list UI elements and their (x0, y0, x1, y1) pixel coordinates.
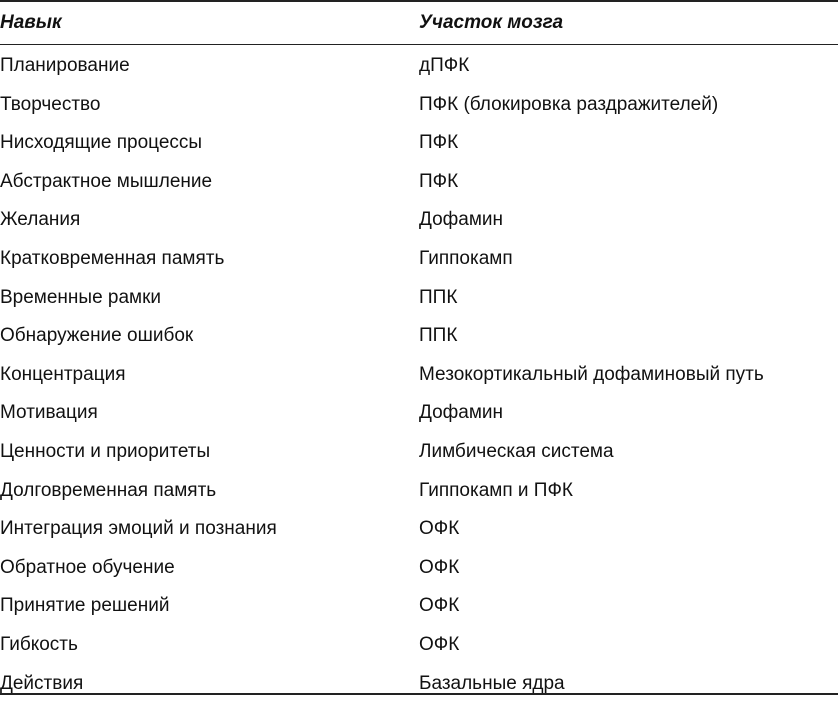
cell-skill: Мотивация (0, 402, 98, 424)
cell-region: ППК (419, 286, 458, 308)
cell-region: Базальные ядра (419, 672, 565, 694)
cell-region: ОФК (419, 518, 460, 540)
table-row (0, 167, 838, 206)
cell-region: ПФК (блокировка раздражителей) (419, 93, 719, 115)
cell-skill: Желания (0, 209, 81, 231)
cell-skill: Абстрактное мышление (0, 170, 213, 192)
table-row (0, 398, 838, 437)
cell-region: ПФК (419, 132, 459, 154)
cell-skill: Гибкость (0, 633, 78, 655)
cell-skill: Долговременная память (0, 479, 217, 501)
table-row (0, 630, 838, 669)
header-region: Участок мозга (419, 12, 564, 33)
cell-skill: Ценности и приоритеты (0, 440, 211, 462)
table-top-rule (0, 0, 838, 2)
cell-region: ППК (419, 325, 458, 347)
cell-region: дПФК (419, 55, 470, 76)
table-row (0, 128, 838, 167)
cell-region: Мезокортикальный дофаминовый путь (419, 363, 764, 385)
cell-skill: Обратное обучение (0, 556, 175, 578)
table-header-rule (0, 44, 838, 45)
cell-skill: Нисходящие процессы (0, 132, 203, 154)
cell-skill: Временные рамки (0, 286, 162, 308)
table-row (0, 669, 838, 701)
header-skill: Навык (0, 12, 62, 33)
cell-region: Гиппокамп и ПФК (419, 479, 573, 501)
cell-skill: Действия (0, 672, 84, 694)
cell-skill: Творчество (0, 93, 101, 115)
cell-region: ОФК (419, 595, 460, 617)
cell-region: Дофамин (419, 402, 504, 424)
cell-skill: Кратковременная память (0, 247, 225, 269)
cell-region: Дофамин (419, 209, 504, 231)
table-row (0, 360, 838, 399)
table-header (0, 8, 838, 40)
table-row (0, 591, 838, 630)
cell-region: ОФК (419, 556, 460, 578)
table-row (0, 476, 838, 515)
table-row (0, 514, 838, 553)
table-bottom-rule (0, 693, 838, 695)
table-row (0, 90, 838, 129)
cell-region: Лимбическая система (419, 440, 614, 462)
cell-skill: Планирование (0, 55, 130, 76)
cell-skill: Интеграция эмоций и познания (0, 518, 277, 540)
table-row (0, 321, 838, 360)
cell-region: ПФК (419, 170, 459, 192)
table-row (0, 244, 838, 283)
cell-region: Гиппокамп (419, 247, 513, 269)
table-row (0, 437, 838, 476)
cell-skill: Концентрация (0, 363, 126, 385)
table-row (0, 553, 838, 592)
table-body (0, 51, 838, 701)
table-row (0, 51, 838, 90)
cell-region: ОФК (419, 633, 460, 655)
table-row (0, 205, 838, 244)
table-row (0, 283, 838, 322)
cell-skill: Принятие решений (0, 595, 170, 617)
cell-skill: Обнаружение ошибок (0, 325, 194, 347)
